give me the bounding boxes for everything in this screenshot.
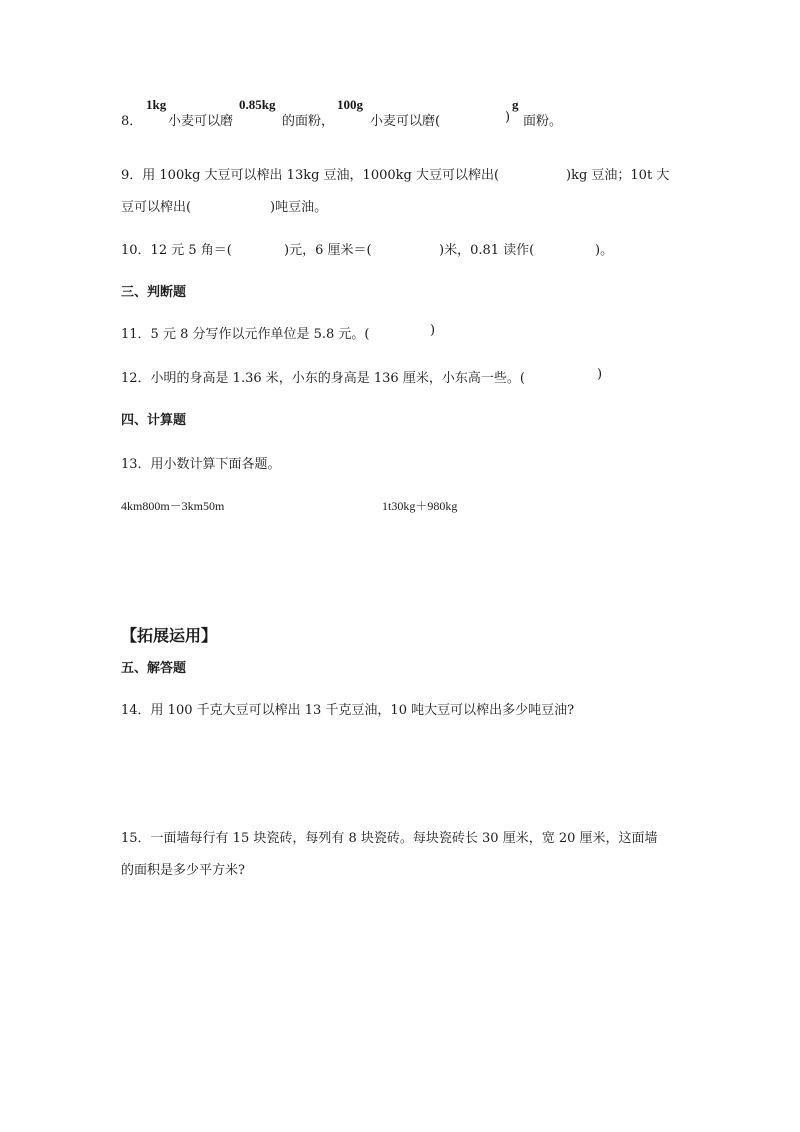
q8-text-3: 小麦可以磨( [370, 114, 441, 129]
section-3-heading: 三、判断题 [121, 285, 187, 300]
q10-part-b: )元，6 厘米＝( [284, 243, 372, 258]
q8-text-2: 的面粉， [282, 114, 335, 129]
q8-sup-g: g [512, 97, 519, 112]
q11-paren: ) [430, 323, 436, 338]
q9-line-1b: )kg 豆油；10t 大 [566, 168, 670, 183]
q8-sup-100g: 100g [337, 97, 363, 112]
q8-number: 8． [121, 114, 143, 129]
q9-line-2a: 豆可以榨出( [121, 200, 192, 215]
q13-expression-1: 4km800m－3km50m [121, 499, 225, 513]
q8-text-1: 小麦可以磨 [168, 114, 234, 129]
question-14: 14．用 100 千克大豆可以榨出 13 千克豆油，10 吨大豆可以榨出多少吨豆油? [121, 703, 575, 718]
q8-sup-085kg: 0.85kg [239, 97, 276, 112]
q11-text: 11．5 元 8 分写作以元作单位是 5.8 元。( [121, 327, 370, 342]
q8-text-4: ) [505, 110, 511, 125]
extended-application-heading: 【拓展运用】 [121, 626, 218, 645]
q9-line-1a: 9．用 100kg 大豆可以榨出 13kg 豆油，1000kg 大豆可以榨出( [121, 168, 500, 183]
section-4-heading: 四、计算题 [121, 413, 187, 428]
q8-sup-1kg: 1kg [146, 97, 167, 112]
q8-text-5: 面粉。 [523, 114, 563, 129]
q13-expression-2: 1t30kg＋980kg [382, 499, 458, 513]
q10-part-d: )。 [595, 243, 614, 258]
q12-text: 12．小明的身高是 1.36 米，小东的身高是 136 厘米，小东高一些。( [121, 371, 525, 386]
q12-paren: ) [597, 367, 603, 382]
q15-line-2: 的面积是多少平方米? [121, 863, 245, 878]
section-5-heading: 五、解答题 [121, 661, 187, 676]
q15-line-1: 15．一面墙每行有 15 块瓷砖，每列有 8 块瓷砖。每块瓷砖长 30 厘米，宽 20 厘米，这面墙 [121, 831, 658, 846]
q10-part-c: )米，0.81 读作( [439, 243, 535, 258]
q13-text: 13．用小数计算下面各题。 [121, 457, 281, 472]
q10-part-a: 10．12 元 5 角＝( [121, 243, 232, 258]
q9-line-2b: )吨豆油。 [270, 200, 328, 215]
